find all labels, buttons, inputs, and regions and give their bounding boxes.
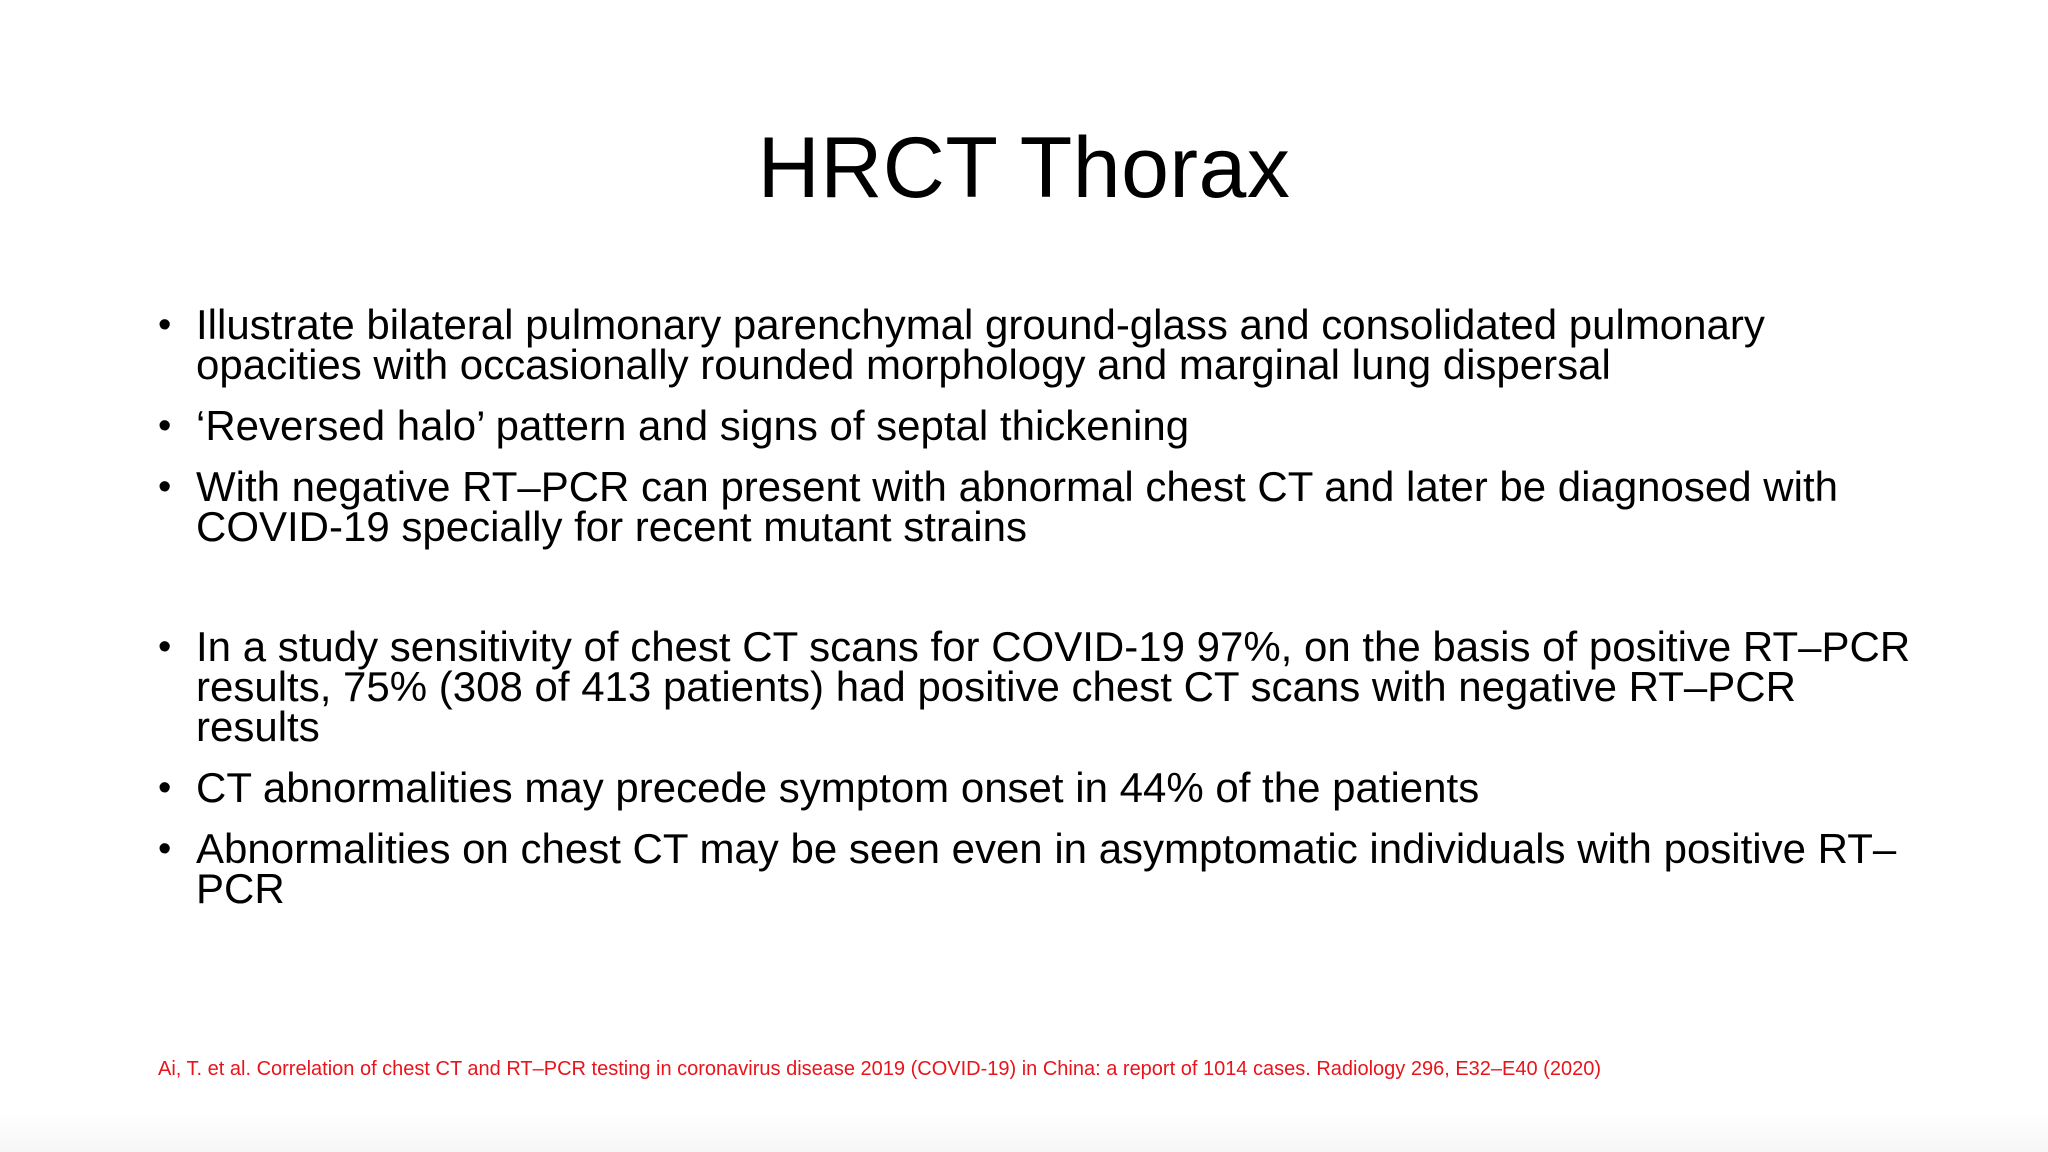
citation-text: Ai, T. et al. Correlation of chest CT and RT–PCR testing in coronavirus disease 2019 (COVID-19) in China: a report of 1014 cases. Radiology 296, E32–E40 (2020) xyxy=(158,1058,1601,1080)
bullet-marker: • xyxy=(158,466,172,508)
bullet-marker: • xyxy=(158,828,172,870)
bullet-text: CT abnormalities may precede symptom onset in 44% of the patients xyxy=(196,764,1480,811)
bullet-item xyxy=(158,764,1918,811)
bullet-text: Abnormalities on chest CT may be seen even in asymptomatic individuals with positive RT–PCR xyxy=(196,825,1897,912)
bullet-text: Illustrate bilateral pulmonary parenchymal ground-glass and consolidated pulmonary opacities with occasionally rounded morphology and marginal lung dispersal xyxy=(196,301,1765,388)
bullet-item xyxy=(158,623,1918,750)
bullet-item xyxy=(158,825,1918,912)
bullet-text: In a study sensitivity of chest CT scans for COVID-19 97%, on the basis of positive RT–PCR results, 75% (308 of 413 patients) had positive chest CT scans with negative RT–PCR results xyxy=(196,623,1911,750)
bullet-marker: • xyxy=(158,767,172,809)
bullet-item xyxy=(158,402,1918,449)
bottom-shade xyxy=(0,1112,2048,1152)
bullet-marker: • xyxy=(158,405,172,447)
bullet-marker: • xyxy=(158,304,172,346)
bullet-item xyxy=(158,463,1918,550)
slide-title: HRCT Thorax xyxy=(757,120,1291,216)
bullet-text: With negative RT–PCR can present with abnormal chest CT and later be diagnosed with COVID-19 specially for recent mutant strains xyxy=(196,463,1838,550)
bullet-list xyxy=(158,301,1918,930)
bullet-marker: • xyxy=(158,626,172,668)
bullet-text: ‘Reversed halo’ pattern and signs of septal thickening xyxy=(196,402,1190,449)
bullet-item xyxy=(158,301,1918,388)
